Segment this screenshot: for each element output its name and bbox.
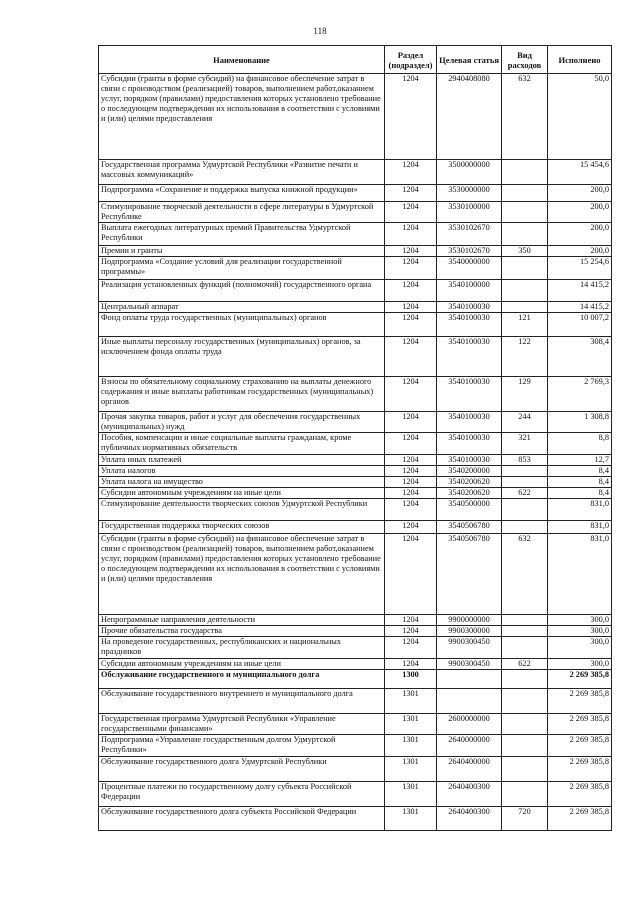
table-row — [99, 689, 612, 714]
cell-name: Взносы по обязательному социальному страхованию на выплаты денежного содержания и иные выплаты работникам государственных (муниципальных) органов — [99, 377, 385, 412]
cell-amount: 8,8 — [548, 433, 612, 455]
cell-name: Государственная программа Удмуртской Республики «Развитие печати и массовых коммуникаций» — [99, 160, 385, 185]
table-row — [99, 377, 612, 412]
table-row — [99, 223, 612, 246]
cell-type — [502, 670, 548, 689]
table-header-row — [99, 46, 612, 74]
cell-type: 350 — [502, 246, 548, 257]
cell-amount: 300,0 — [548, 626, 612, 637]
table-row — [99, 714, 612, 735]
cell-type: 853 — [502, 455, 548, 466]
cell-target: 2640000000 — [437, 735, 502, 757]
table-row — [99, 257, 612, 280]
cell-target: 2640400300 — [437, 782, 502, 807]
cell-name: Субсидии автономным учреждениям на иные цели — [99, 488, 385, 499]
cell-section: 1204 — [385, 302, 437, 313]
table-row — [99, 735, 612, 757]
cell-section: 1204 — [385, 313, 437, 337]
cell-section: 1204 — [385, 637, 437, 659]
cell-target: 9900300450 — [437, 659, 502, 670]
cell-name: Государственная программа Удмуртской Республики «Управление государственными финансами» — [99, 714, 385, 735]
table-row — [99, 477, 612, 488]
cell-section: 1204 — [385, 160, 437, 185]
cell-target: 3530100000 — [437, 202, 502, 223]
cell-name: Премии и гранты — [99, 246, 385, 257]
cell-type: 632 — [502, 534, 548, 615]
cell-target: 3540200620 — [437, 488, 502, 499]
table-row — [99, 185, 612, 202]
cell-type — [502, 257, 548, 280]
cell-amount: 200,0 — [548, 185, 612, 202]
cell-type — [502, 626, 548, 637]
cell-amount: 831,0 — [548, 521, 612, 534]
cell-target: 3540506780 — [437, 521, 502, 534]
cell-section: 1204 — [385, 257, 437, 280]
table-row — [99, 637, 612, 659]
cell-amount: 1 308,8 — [548, 412, 612, 433]
cell-section: 1204 — [385, 466, 437, 477]
cell-name: Прочая закупка товаров, работ и услуг для обеспечения государственных (муниципальных) нужд — [99, 412, 385, 433]
cell-section: 1204 — [385, 659, 437, 670]
cell-section: 1204 — [385, 433, 437, 455]
cell-target: 3540506780 — [437, 534, 502, 615]
cell-amount: 308,4 — [548, 337, 612, 377]
cell-amount: 2 269 385,8 — [548, 807, 612, 831]
cell-name: Процентные платежи по государственному долгу субъекта Российской Федерации — [99, 782, 385, 807]
cell-type — [502, 615, 548, 626]
cell-target: 2640400000 — [437, 757, 502, 782]
cell-type: 632 — [502, 74, 548, 160]
cell-amount: 200,0 — [548, 202, 612, 223]
cell-section: 1204 — [385, 626, 437, 637]
cell-target: 3540100030 — [437, 433, 502, 455]
table-row — [99, 313, 612, 337]
cell-name: Обслуживание государственного внутреннего и муниципального долга — [99, 689, 385, 714]
cell-target: 3540100030 — [437, 455, 502, 466]
cell-target — [437, 689, 502, 714]
cell-amount: 14 415,2 — [548, 280, 612, 302]
cell-amount: 8,4 — [548, 477, 612, 488]
budget-table — [98, 45, 612, 831]
cell-type: 622 — [502, 659, 548, 670]
page-number: 118 — [313, 26, 327, 36]
cell-name: Государственная поддержка творческих союзов — [99, 521, 385, 534]
cell-amount: 2 269 385,8 — [548, 689, 612, 714]
cell-name: Субсидии (гранты в форме субсидий) на финансовое обеспечение затрат в связи с производством (реализацией) товаров, выполнением работ,оказанием услуг, порядком (правилами) предоставления которых установлено требование о последующем подтверждении их использования в соответствии с условиями и (или) целями предоставления — [99, 534, 385, 615]
cell-target: 3540100030 — [437, 412, 502, 433]
cell-type — [502, 499, 548, 521]
cell-name: Уплата налога на имущество — [99, 477, 385, 488]
cell-type: 122 — [502, 337, 548, 377]
table-row — [99, 488, 612, 499]
cell-type — [502, 302, 548, 313]
cell-type: 244 — [502, 412, 548, 433]
cell-name: Подпрограмма «Сохранение и поддержка выпуска книжной продукции» — [99, 185, 385, 202]
cell-amount: 200,0 — [548, 246, 612, 257]
cell-target: 2640400300 — [437, 807, 502, 831]
cell-amount: 2 269 385,8 — [548, 714, 612, 735]
cell-target: 3540100030 — [437, 337, 502, 377]
cell-amount: 10 007,2 — [548, 313, 612, 337]
table-row — [99, 615, 612, 626]
cell-section: 1204 — [385, 185, 437, 202]
cell-section: 1204 — [385, 246, 437, 257]
cell-section: 1204 — [385, 202, 437, 223]
cell-name: Непрограммные направления деятельности — [99, 615, 385, 626]
cell-name: На проведение государственных, республиканских и национальных праздников — [99, 637, 385, 659]
cell-amount: 2 269 385,8 — [548, 757, 612, 782]
header-section: Раздел (подраздел) — [385, 46, 437, 74]
cell-section: 1204 — [385, 412, 437, 433]
cell-name: Пособия, компенсации и иные социальные выплаты гражданам, кроме публичных нормативных обязательств — [99, 433, 385, 455]
table-row — [99, 499, 612, 521]
cell-section: 1300 — [385, 670, 437, 689]
cell-target: 3540100000 — [437, 280, 502, 302]
cell-target: 3540200000 — [437, 466, 502, 477]
cell-name: Реализация установленных функций (полномочий) государственного органа — [99, 280, 385, 302]
cell-section: 1204 — [385, 377, 437, 412]
cell-name: Обслуживание государственного долга Удмуртской Республики — [99, 757, 385, 782]
cell-section: 1301 — [385, 782, 437, 807]
cell-amount: 8,4 — [548, 466, 612, 477]
cell-name: Субсидии автономным учреждениям на иные цели — [99, 659, 385, 670]
table-row — [99, 534, 612, 615]
cell-type — [502, 280, 548, 302]
cell-section: 1301 — [385, 714, 437, 735]
cell-amount: 14 415,2 — [548, 302, 612, 313]
cell-section: 1301 — [385, 735, 437, 757]
cell-target: 2600000000 — [437, 714, 502, 735]
cell-section: 1301 — [385, 757, 437, 782]
cell-target: 3500000000 — [437, 160, 502, 185]
cell-amount: 831,0 — [548, 534, 612, 615]
cell-name: Подпрограмма «Создание условий для реализации государственной программы» — [99, 257, 385, 280]
cell-amount: 12,7 — [548, 455, 612, 466]
table-row — [99, 670, 612, 689]
cell-target: 3540100030 — [437, 302, 502, 313]
cell-name: Центральный аппарат — [99, 302, 385, 313]
cell-type — [502, 521, 548, 534]
cell-name: Обслуживание государственного и муниципального долга — [99, 670, 385, 689]
cell-target: 3540100030 — [437, 313, 502, 337]
table-body — [99, 74, 612, 831]
cell-type — [502, 202, 548, 223]
table-row — [99, 521, 612, 534]
cell-amount: 2 769,3 — [548, 377, 612, 412]
cell-target: 3530000000 — [437, 185, 502, 202]
cell-type: 129 — [502, 377, 548, 412]
table-row — [99, 782, 612, 807]
cell-section: 1204 — [385, 488, 437, 499]
cell-amount: 15 454,6 — [548, 160, 612, 185]
cell-amount: 2 269 385,8 — [548, 782, 612, 807]
cell-type — [502, 466, 548, 477]
table-row — [99, 337, 612, 377]
cell-type: 121 — [502, 313, 548, 337]
cell-target: 9900300450 — [437, 637, 502, 659]
header-type: Вид расходов — [502, 46, 548, 74]
cell-section: 1204 — [385, 615, 437, 626]
cell-type — [502, 160, 548, 185]
cell-target: 3530102670 — [437, 223, 502, 246]
cell-amount: 8,4 — [548, 488, 612, 499]
cell-name: Выплата ежегодных литературных премий Правительства Удмуртской Республики — [99, 223, 385, 246]
header-name: Наименование — [99, 46, 385, 74]
cell-section: 1204 — [385, 499, 437, 521]
cell-type — [502, 735, 548, 757]
cell-type — [502, 185, 548, 202]
cell-type — [502, 223, 548, 246]
table-row — [99, 412, 612, 433]
cell-name: Подпрограмма «Управление государственным долгом Удмуртской Республики» — [99, 735, 385, 757]
table-row — [99, 302, 612, 313]
cell-type — [502, 714, 548, 735]
cell-name: Стимулирование творческой деятельности в сфере литературы в Удмуртской Республике — [99, 202, 385, 223]
cell-target: 9900000000 — [437, 615, 502, 626]
cell-type — [502, 637, 548, 659]
cell-type — [502, 782, 548, 807]
cell-type — [502, 477, 548, 488]
cell-name: Обслуживание государственного долга субъекта Российской Федерации — [99, 807, 385, 831]
cell-amount: 2 269 385,8 — [548, 670, 612, 689]
cell-amount: 300,0 — [548, 659, 612, 670]
cell-name: Стимулирование деятельности творческих союзов Удмуртской Республики — [99, 499, 385, 521]
table-row — [99, 659, 612, 670]
table-row — [99, 246, 612, 257]
cell-target: 3540000000 — [437, 257, 502, 280]
cell-target: 3540100030 — [437, 377, 502, 412]
cell-name: Уплата иных платежей — [99, 455, 385, 466]
cell-section: 1204 — [385, 521, 437, 534]
cell-amount: 831,0 — [548, 499, 612, 521]
table-row — [99, 455, 612, 466]
cell-name: Прочие обязательства государства — [99, 626, 385, 637]
cell-section: 1204 — [385, 280, 437, 302]
cell-section: 1204 — [385, 223, 437, 246]
header-target: Целевая статья — [437, 46, 502, 74]
cell-amount: 50,0 — [548, 74, 612, 160]
cell-name: Иные выплаты персоналу государственных (муниципальных) органов, за исключением фонда оплаты труда — [99, 337, 385, 377]
cell-amount: 300,0 — [548, 615, 612, 626]
cell-type — [502, 689, 548, 714]
cell-amount: 300,0 — [548, 637, 612, 659]
cell-type: 720 — [502, 807, 548, 831]
cell-target: 3530102670 — [437, 246, 502, 257]
cell-type: 622 — [502, 488, 548, 499]
cell-type — [502, 757, 548, 782]
table-row — [99, 202, 612, 223]
table-row — [99, 160, 612, 185]
cell-name: Субсидии (гранты в форме субсидий) на финансовое обеспечение затрат в связи с производством (реализацией) товаров, выполнением работ,оказанием услуг, порядком (правилами) предоставления которых установлено требование о последующем подтверждении их использования в соответствии с условиями и (или) целями предоставления — [99, 74, 385, 160]
cell-amount: 15 254,6 — [548, 257, 612, 280]
cell-section: 1301 — [385, 689, 437, 714]
table-row — [99, 433, 612, 455]
cell-target: 3540200620 — [437, 477, 502, 488]
cell-section: 1204 — [385, 74, 437, 160]
table-row — [99, 626, 612, 637]
table-row — [99, 74, 612, 160]
cell-section: 1204 — [385, 534, 437, 615]
cell-amount: 2 269 385,8 — [548, 735, 612, 757]
cell-amount: 200,0 — [548, 223, 612, 246]
cell-section: 1204 — [385, 455, 437, 466]
cell-name: Фонд оплаты труда государственных (муниципальных) органов — [99, 313, 385, 337]
table-row — [99, 280, 612, 302]
cell-target: 9900300000 — [437, 626, 502, 637]
table-row — [99, 466, 612, 477]
header-amount: Исполнено — [548, 46, 612, 74]
cell-section: 1204 — [385, 477, 437, 488]
cell-target — [437, 670, 502, 689]
cell-name: Уплата налогов — [99, 466, 385, 477]
cell-target: 3540500000 — [437, 499, 502, 521]
cell-section: 1301 — [385, 807, 437, 831]
cell-section: 1204 — [385, 337, 437, 377]
cell-type: 321 — [502, 433, 548, 455]
table-row — [99, 757, 612, 782]
cell-target: 2940408080 — [437, 74, 502, 160]
table-row — [99, 807, 612, 831]
